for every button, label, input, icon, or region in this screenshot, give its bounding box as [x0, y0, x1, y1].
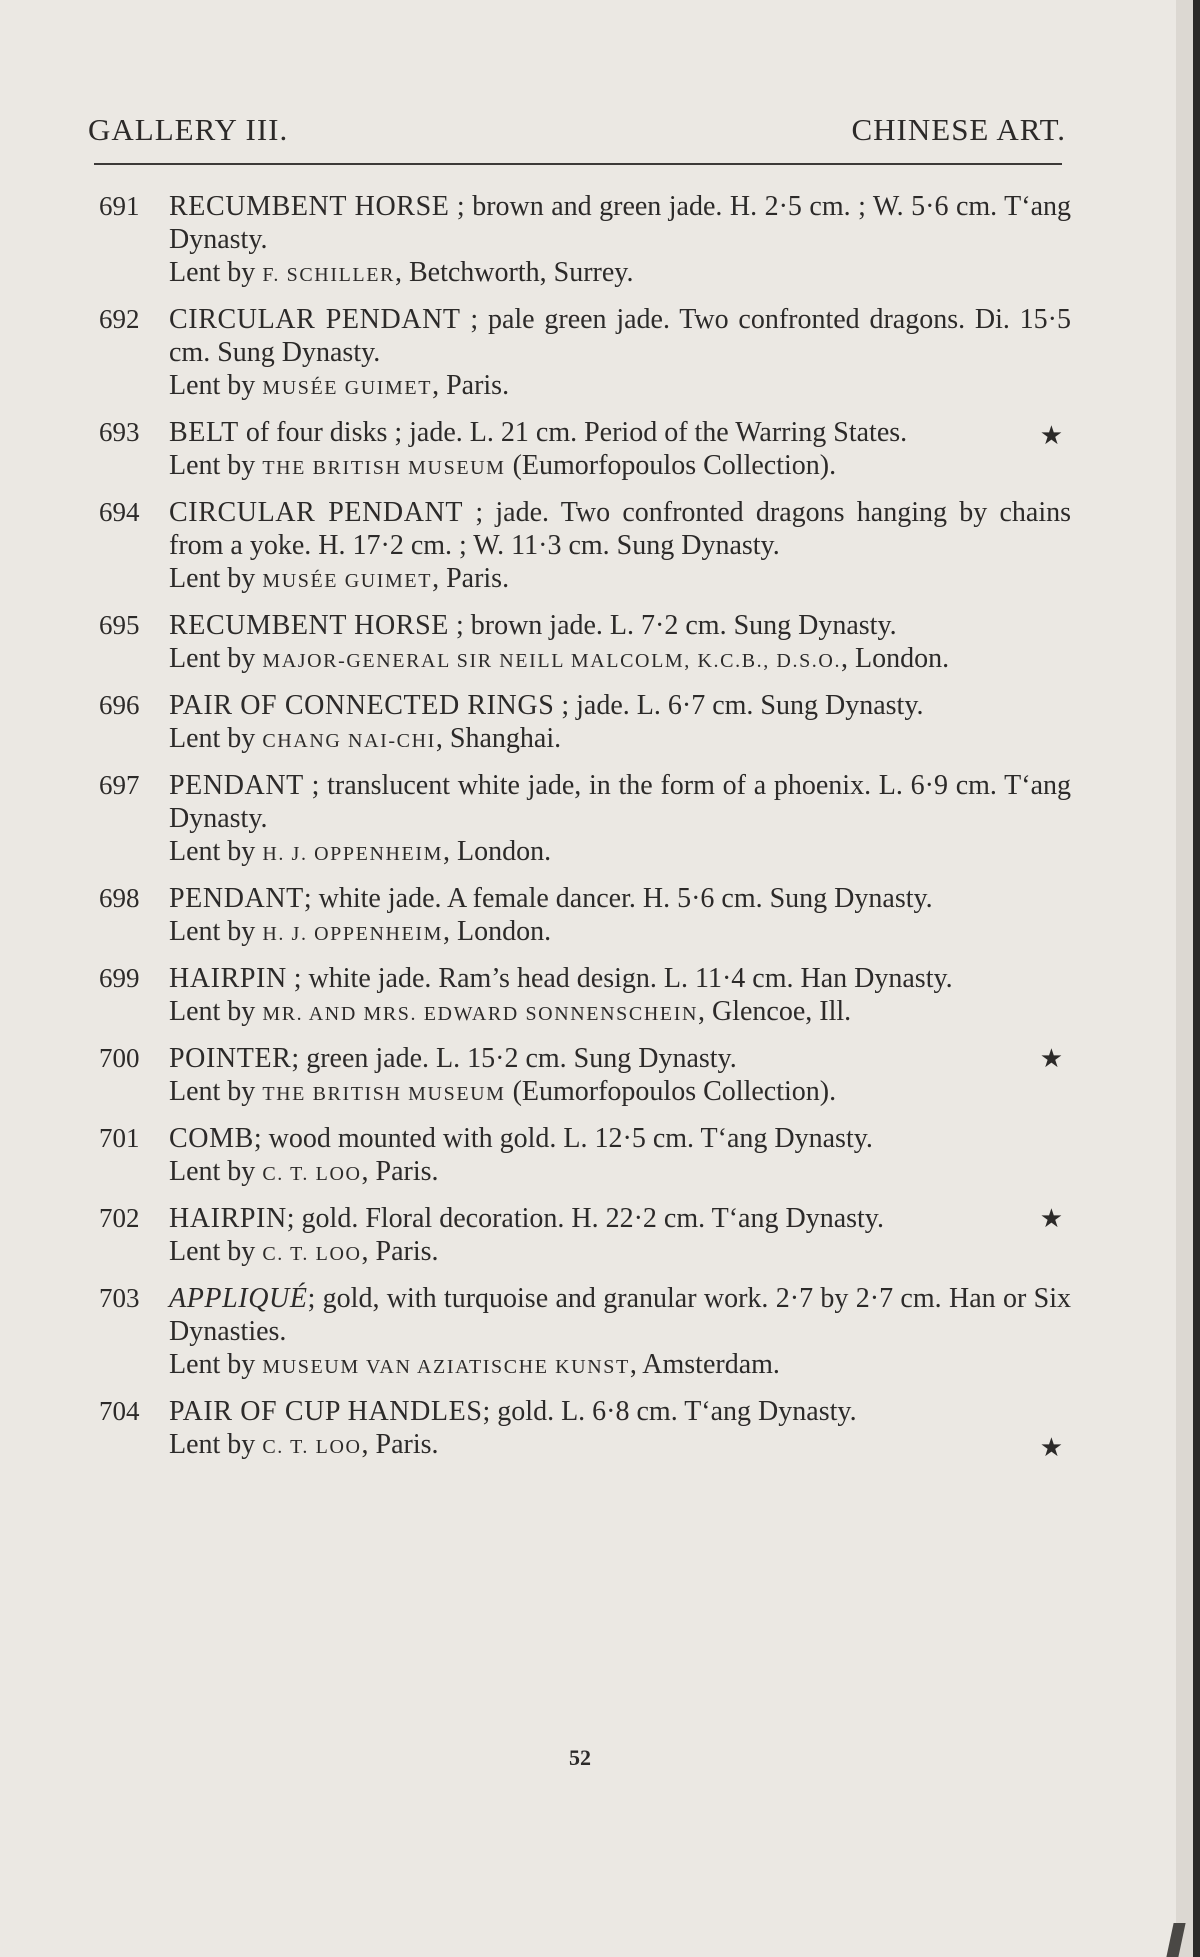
entry-number: 702	[99, 1203, 140, 1233]
lender-location: , London.	[443, 916, 552, 947]
entry-title: CIRCULAR PENDANT	[169, 304, 461, 335]
entry-description-line	[169, 1395, 1071, 1428]
entry-number: 699	[99, 963, 140, 993]
entry-title: RECUMBENT HORSE	[169, 191, 450, 222]
catalogue-entry	[99, 689, 1071, 758]
entry-number: 692	[99, 304, 140, 334]
entry-number: 704	[99, 1396, 140, 1426]
entry-description: ; green jade. L. 15·2 cm. Sung Dynasty.	[291, 1043, 737, 1074]
entry-number: 695	[99, 610, 140, 640]
catalogue-entry	[99, 962, 1071, 1031]
catalogue-entry	[99, 303, 1071, 405]
catalogue-entry	[99, 190, 1071, 292]
lender-name: F. SCHILLER	[262, 264, 395, 286]
catalogue-entry	[99, 416, 1071, 485]
lender-name: MUSÉE GUIMET	[262, 570, 433, 592]
lender-line	[169, 1235, 1071, 1271]
lender-name: MAJOR-GENERAL SIR NEILL MALCOLM, K.C.B., D.S.O.	[262, 650, 842, 672]
entry-description-line	[169, 882, 1071, 915]
catalogue-entry	[99, 1395, 1071, 1464]
entry-description-line	[169, 190, 1071, 256]
entry-number: 698	[99, 883, 140, 913]
entry-description: ; white jade. A female dancer. H. 5·6 cm. Sung Dynasty.	[303, 883, 933, 914]
lent-by-prefix: Lent by	[169, 257, 263, 288]
catalogue-entry	[99, 769, 1071, 871]
lender-location: , Betchworth, Surrey.	[395, 257, 634, 288]
lender-location: , Paris.	[432, 563, 510, 594]
entry-title: PENDANT	[169, 883, 304, 914]
star-marker-icon: ★	[1039, 1433, 1063, 1462]
lender-line	[169, 369, 1071, 405]
entry-description: ; gold. L. 6·8 cm. T‘ang Dynasty.	[482, 1396, 857, 1427]
entry-description-block	[169, 496, 1071, 562]
entry-description-line	[169, 496, 1071, 562]
entry-description: ; brown and green jade. H. 2·5 cm. ; W. 5·6 cm. T‘ang Dynasty.	[169, 191, 1071, 255]
catalogue-entries	[99, 190, 1071, 1475]
entry-number: 691	[99, 191, 140, 221]
lender-location: , London.	[841, 643, 950, 674]
entry-number: 693	[99, 417, 140, 447]
entry-description-block	[169, 416, 1071, 449]
entry-title: PAIR OF CONNECTED RINGS	[169, 690, 555, 721]
entry-title: PENDANT	[169, 770, 304, 801]
lender-name: C. T. LOO	[262, 1436, 362, 1458]
entry-description: of four disks ; jade. L. 21 cm. Period of the Warring States.	[238, 417, 908, 448]
entry-description-line	[169, 303, 1071, 369]
lent-by-prefix: Lent by	[169, 1156, 263, 1187]
lent-by-prefix: Lent by	[169, 1349, 263, 1380]
entry-description-block	[169, 1122, 1071, 1155]
entry-description-block	[169, 1395, 1071, 1428]
entry-description-block	[169, 190, 1071, 256]
lender-location: , London.	[443, 836, 552, 867]
lender-line	[169, 642, 1071, 678]
catalogue-entry	[99, 496, 1071, 598]
book-spine-edge	[1193, 0, 1200, 1957]
catalogue-entry	[99, 1282, 1071, 1384]
entry-description-line	[169, 689, 1071, 722]
entry-description-line	[169, 416, 1071, 449]
entry-title: APPLIQUÉ	[169, 1283, 308, 1314]
entry-description-block	[169, 882, 1071, 915]
running-header	[88, 112, 1066, 152]
catalogue-entry	[99, 1122, 1071, 1191]
section-heading: CHINESE ART.	[851, 112, 1066, 147]
lent-by-prefix: Lent by	[169, 723, 263, 754]
page-number: 52	[569, 1745, 591, 1770]
entry-title: BELT	[169, 417, 239, 448]
entry-description-block	[169, 689, 1071, 722]
star-marker-icon: ★	[1039, 421, 1063, 450]
entry-number: 697	[99, 770, 140, 800]
entry-description-block	[169, 1202, 1071, 1235]
lender-location: (Eumorfopoulos Collection).	[505, 1076, 837, 1107]
lender-line	[169, 562, 1071, 598]
entry-description-line	[169, 962, 1071, 995]
lender-name: THE BRITISH MUSEUM	[262, 1083, 506, 1105]
lent-by-prefix: Lent by	[169, 916, 263, 947]
entry-description-block	[169, 609, 1071, 642]
entry-description: ; translucent white jade, in the form of a phoenix. L. 6·9 cm. T‘ang Dynasty.	[169, 770, 1071, 834]
entry-number: 701	[99, 1123, 140, 1153]
lender-location: , Shanghai.	[435, 723, 562, 754]
entry-description-line	[169, 1282, 1071, 1348]
lender-location: , Paris.	[432, 370, 510, 401]
lender-name: C. T. LOO	[262, 1243, 362, 1265]
entry-description: ; brown jade. L. 7·2 cm. Sung Dynasty.	[448, 610, 897, 641]
entry-description: ; pale green jade. Two confronted dragons. Di. 15·5 cm. Sung Dynasty.	[169, 304, 1071, 368]
lent-by-prefix: Lent by	[169, 563, 263, 594]
entry-title: PAIR OF CUP HANDLES	[169, 1396, 483, 1427]
entry-description-line	[169, 769, 1071, 835]
entry-description-block	[169, 1042, 1071, 1075]
lender-location: , Paris.	[361, 1156, 439, 1187]
entry-description: ; jade. Two confronted dragons hanging by chains from a yoke. H. 17·2 cm. ; W. 11·3 cm. Sung Dynasty.	[169, 497, 1071, 561]
entry-number: 694	[99, 497, 140, 527]
lender-line	[169, 1075, 1071, 1111]
lender-location: , Paris.	[361, 1236, 439, 1267]
entry-description: ; jade. L. 6·7 cm. Sung Dynasty.	[554, 690, 924, 721]
lender-line	[169, 995, 1071, 1031]
entry-description: ; gold, with turquoise and granular work. 2·7 by 2·7 cm. Han or Six Dynasties.	[169, 1283, 1071, 1347]
lender-name: H. J. OPPENHEIM	[262, 843, 443, 865]
lender-line	[169, 1155, 1071, 1191]
lender-line	[169, 915, 1071, 951]
lender-name: CHANG NAI-CHI	[262, 730, 436, 752]
star-marker-icon: ★	[1039, 1044, 1063, 1073]
header-rule	[94, 163, 1062, 165]
entry-description-line	[169, 609, 1071, 642]
lender-location: , Paris.	[361, 1429, 439, 1460]
lender-line	[169, 1348, 1071, 1384]
entry-number: 696	[99, 690, 140, 720]
entry-description-line	[169, 1042, 1071, 1075]
star-marker-icon: ★	[1039, 1204, 1063, 1233]
lent-by-prefix: Lent by	[169, 643, 263, 674]
entry-description: ; white jade. Ram’s head design. L. 11·4 cm. Han Dynasty.	[286, 963, 953, 994]
lender-name: MUSEUM VAN AZIATISCHE KUNST	[262, 1356, 630, 1378]
entry-description-line	[169, 1122, 1071, 1155]
lent-by-prefix: Lent by	[169, 1429, 263, 1460]
catalogue-entry	[99, 1042, 1071, 1111]
lent-by-prefix: Lent by	[169, 996, 263, 1027]
lent-by-prefix: Lent by	[169, 370, 263, 401]
lender-name: MUSÉE GUIMET	[262, 377, 433, 399]
entry-title: POINTER	[169, 1043, 292, 1074]
entry-number: 700	[99, 1043, 140, 1073]
entry-description-line	[169, 1202, 1071, 1235]
entry-title: HAIRPIN	[169, 963, 287, 994]
lender-line	[169, 835, 1071, 871]
lent-by-prefix: Lent by	[169, 1076, 263, 1107]
entry-title: HAIRPIN	[169, 1203, 287, 1234]
entry-description-block	[169, 962, 1071, 995]
catalogue-entry	[99, 882, 1071, 951]
entry-title: RECUMBENT HORSE	[169, 610, 449, 641]
lender-name: THE BRITISH MUSEUM	[262, 457, 506, 479]
lent-by-prefix: Lent by	[169, 1236, 263, 1267]
lender-location: , Amsterdam.	[629, 1349, 780, 1380]
lender-line	[169, 1428, 1071, 1464]
lender-location: (Eumorfopoulos Collection).	[505, 450, 837, 481]
entry-title: COMB	[169, 1123, 254, 1154]
entry-title: CIRCULAR PENDANT	[169, 497, 464, 528]
lender-name: C. T. LOO	[262, 1163, 362, 1185]
catalogue-entry	[99, 609, 1071, 678]
entry-description-block	[169, 303, 1071, 369]
lender-line	[169, 256, 1071, 292]
entry-number: 703	[99, 1283, 140, 1313]
lender-line	[169, 722, 1071, 758]
lender-name: MR. AND MRS. EDWARD SONNENSCHEIN	[262, 1003, 698, 1025]
catalogue-entry	[99, 1202, 1071, 1271]
lender-name: H. J. OPPENHEIM	[262, 923, 443, 945]
entry-description: ; gold. Floral decoration. H. 22·2 cm. T‘ang Dynasty.	[286, 1203, 884, 1234]
entry-description-block	[169, 769, 1071, 835]
entry-description: ; wood mounted with gold. L. 12·5 cm. T‘ang Dynasty.	[253, 1123, 873, 1154]
lent-by-prefix: Lent by	[169, 836, 263, 867]
gallery-heading: GALLERY III.	[88, 112, 289, 147]
lent-by-prefix: Lent by	[169, 450, 263, 481]
entry-description-block	[169, 1282, 1071, 1348]
lender-location: , Glencoe, Ill.	[698, 996, 852, 1027]
